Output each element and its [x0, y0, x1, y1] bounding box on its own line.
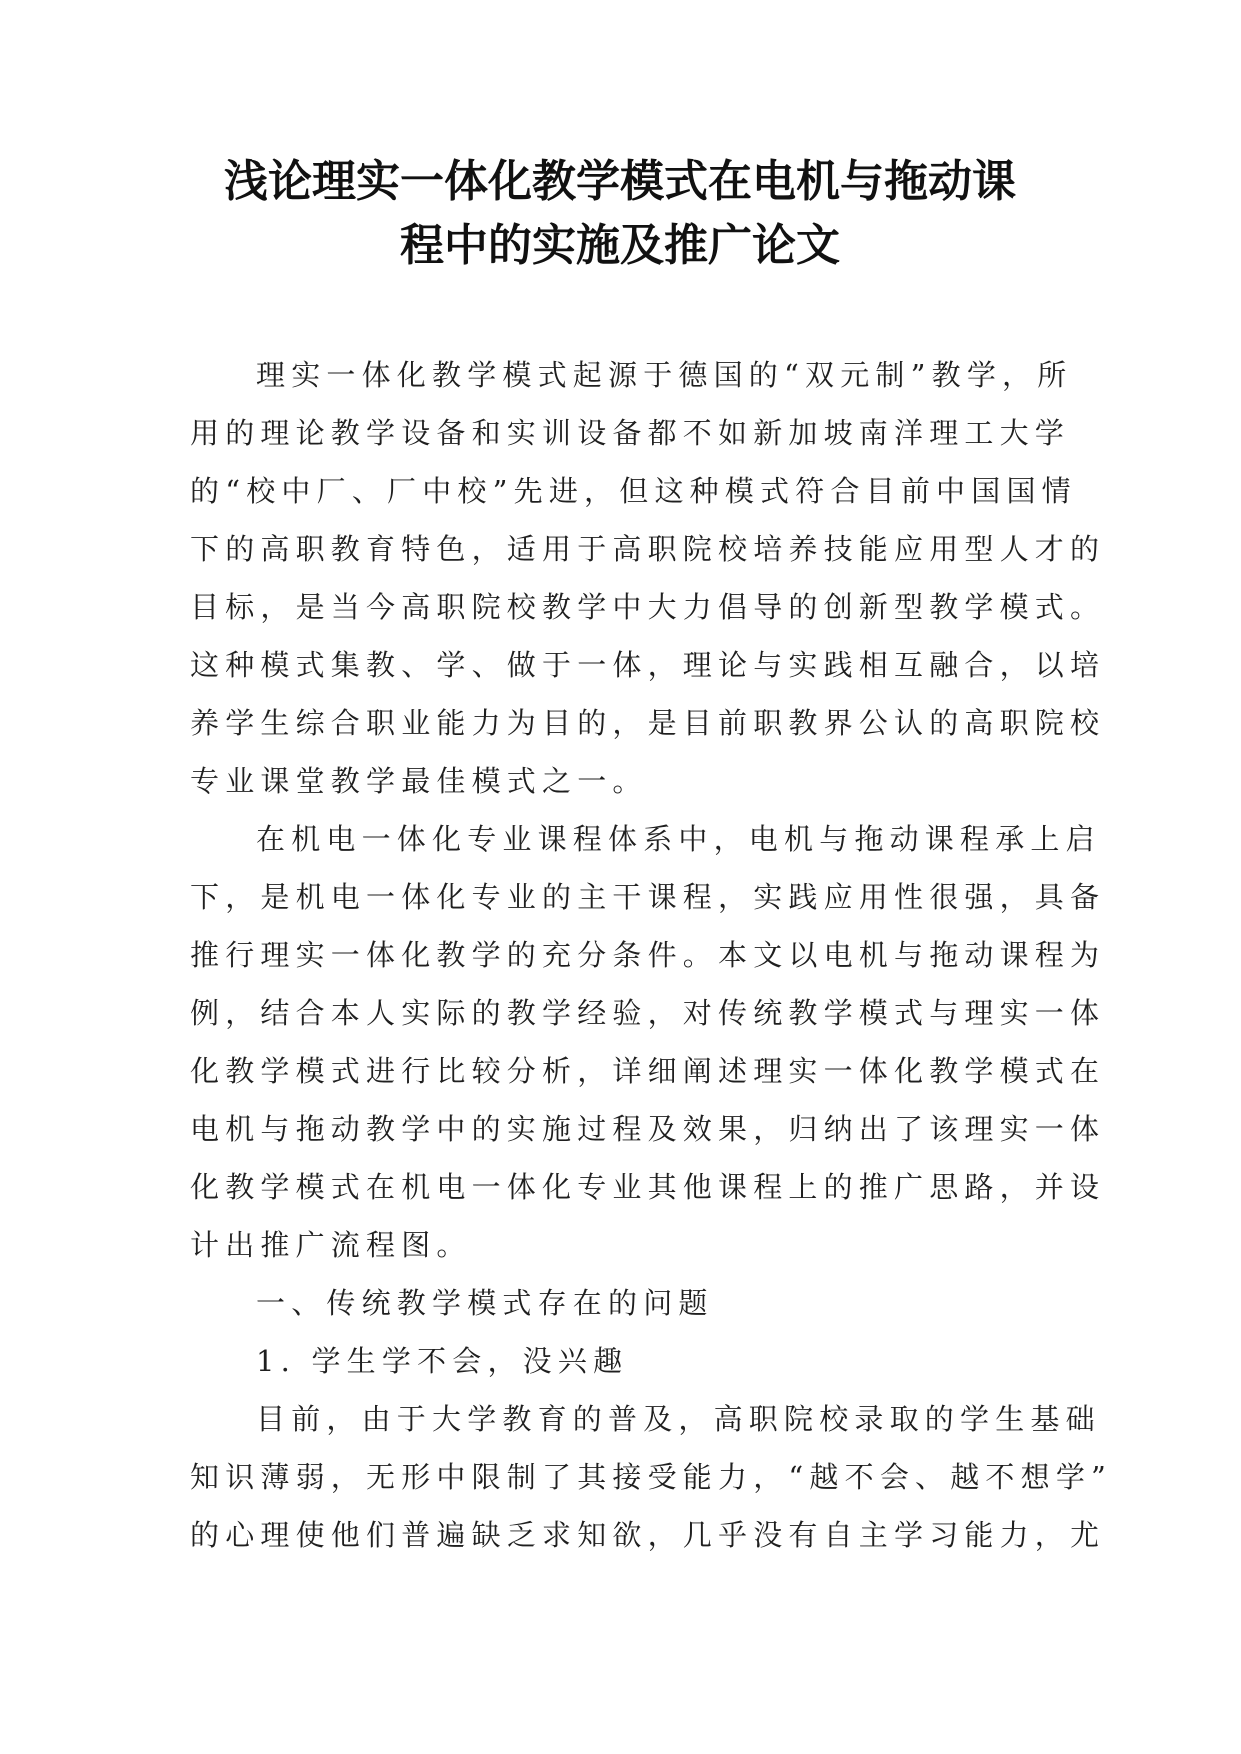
document-title [190, 150, 1050, 278]
paragraph-line: 化教学模式在机电一体化专业其他课程上的推广思路，并设 [190, 1170, 1106, 1204]
paragraph-line: 目标，是当今高职院校教学中大力倡导的创新型教学模式。 [190, 590, 1106, 624]
paragraph-line: 的心理使他们普遍缺乏求知欲，几乎没有自主学习能力，尤 [190, 1518, 1106, 1552]
document-body [190, 346, 1113, 1564]
paragraph-line: 养学生综合职业能力为目的，是目前职教界公认的高职院校 [190, 706, 1106, 740]
title-line: 程中的实施及推广论文 [400, 220, 840, 271]
paragraph-line: 这种模式集教、学、做于一体，理论与实践相互融合，以培 [190, 648, 1106, 682]
paragraph-line: 在机电一体化专业课程体系中，电机与拖动课程承上启 [256, 822, 1101, 856]
paragraph-line: 目前，由于大学教育的普及，高职院校录取的学生基础 [256, 1402, 1101, 1436]
paragraph-line: 下的高职教育特色，适用于高职院校培养技能应用型人才的 [190, 532, 1106, 566]
paragraph-line: 计出推广流程图。 [190, 1228, 472, 1262]
paragraph-line: 例，结合本人实际的教学经验，对传统教学模式与理实一体 [190, 996, 1106, 1030]
paragraph-line: 专业课堂教学最佳模式之一。 [190, 764, 648, 798]
paragraph-line: 理实一体化教学模式起源于德国的“双元制”教学，所 [256, 358, 1073, 392]
subsection-heading: 1. 学生学不会，没兴趣 [256, 1344, 629, 1378]
paragraph-line: 用的理论教学设备和实训设备都不如新加坡南洋理工大学 [190, 416, 1071, 450]
section-heading: 一、传统教学模式存在的问题 [256, 1286, 714, 1320]
paragraph-line: 电机与拖动教学中的实施过程及效果，归纳出了该理实一体 [190, 1112, 1106, 1146]
paragraph-line: 化教学模式进行比较分析，详细阐述理实一体化教学模式在 [190, 1054, 1106, 1088]
paragraph-line: 知识薄弱，无形中限制了其接受能力，“越不会、越不想学” [190, 1460, 1113, 1494]
title-line: 浅论理实一体化教学模式在电机与拖动课 [224, 156, 1016, 207]
paragraph-line: 下，是机电一体化专业的主干课程，实践应用性很强，具备 [190, 880, 1106, 914]
paragraph-line: 的“校中厂、厂中校”先进，但这种模式符合目前中国国情 [190, 474, 1077, 508]
paragraph-line: 推行理实一体化教学的充分条件。本文以电机与拖动课程为 [190, 938, 1106, 972]
